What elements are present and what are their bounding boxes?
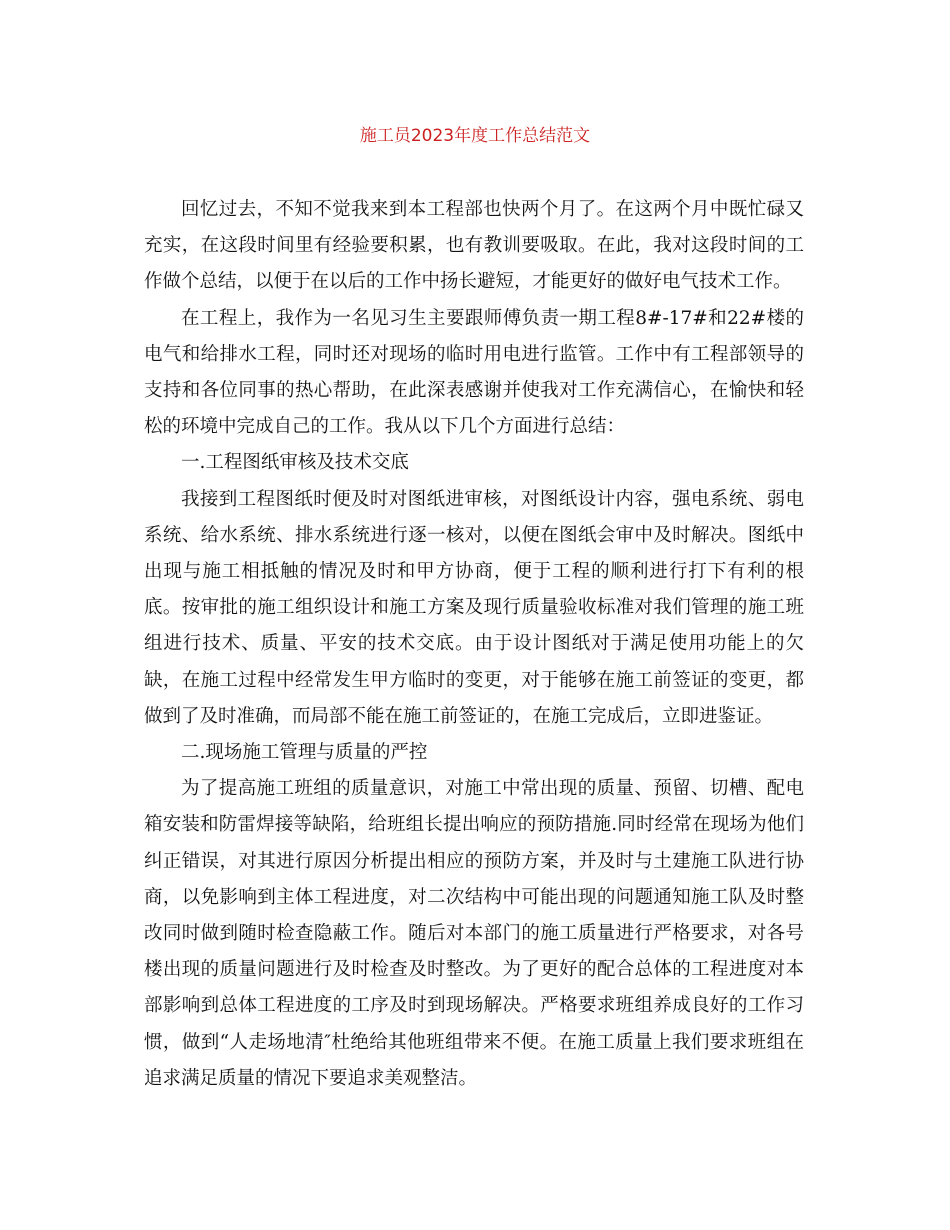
intro-paragraph: 回忆过去，不知不觉我来到本工程部也快两个月了。在这两个月中既忙碌又充实，在这段时间里有经验要积累，也有教训要吸取。在此，我对这段时间的工作做个总结，以便于在以后的工作中扬长避短，才能更好的做好电气技术工作。 <box>144 199 804 293</box>
overview-paragraph: 在工程上，我作为一名见习生主要跟师傅负责一期工程8#-17#和22#楼的电气和给排水工程，同时还对现场的临时用电进行监管。工作中有工程部领导的支持和各位同事的热心帮助，在此深表感谢并使我对工作充满信心，在愉快和轻松的环境中完成自己的工作。我从以下几个方面进行总结： <box>144 307 804 438</box>
section-text-site-management: 为了提高施工班组的质量意识，对施工中常出现的质量、预留、切槽、配电箱安装和防雷焊接等缺陷，给班组长提出响应的预防措施.同时经常在现场为他们纠正错误，对其进行原因分析提出相应的预防方案，并及时与土建施工队进行协商，以免影响到主体工程进度，对二次结构中可能出现的问题通知施工队及时整改同时做到随时检查隐蔽工作。随后对本部门的施工质量进行严格要求，对各号楼出现的质量问题进行及时检查及时整改。为了更好的配合总体的工程进度对本部影响到总体工程进度的工序及时到现场解决。严格要求班组养成良好的工作习惯，做到“人走场地清″杜绝给其他班组带来不便。在施工质量上我们要求班组在追求满足质量的情况下要追求美观整洁。 <box>144 778 804 1089</box>
document-title: 施工员2023年度工作总结范文 <box>359 126 591 146</box>
section-heading-drawing-review: 一.工程图纸审核及技术交底 <box>181 452 409 474</box>
document-body <box>144 192 804 1097</box>
section-heading-site-management: 二.现场施工管理与质量的严控 <box>181 742 428 764</box>
section-text-drawing-review: 我接到工程图纸时便及时对图纸进审核，对图纸设计内容，强电系统、弱电系统、给水系统、排水系统进行逐一核对，以便在图纸会审中及时解决。图纸中出现与施工相抵触的情况及时和甲方协商，便于工程的顺利进行打下有利的根底。按审批的施工组织设计和施工方案及现行质量验收标准对我们管理的施工班组进行技术、质量、平安的技术交底。由于设计图纸对于满足使用功能上的欠缺，在施工过程中经常发生甲方临时的变更，对于能够在施工前签证的变更，都做到了及时准确，而局部不能在施工前签证的，在施工完成后，立即进鉴证。 <box>144 488 804 727</box>
